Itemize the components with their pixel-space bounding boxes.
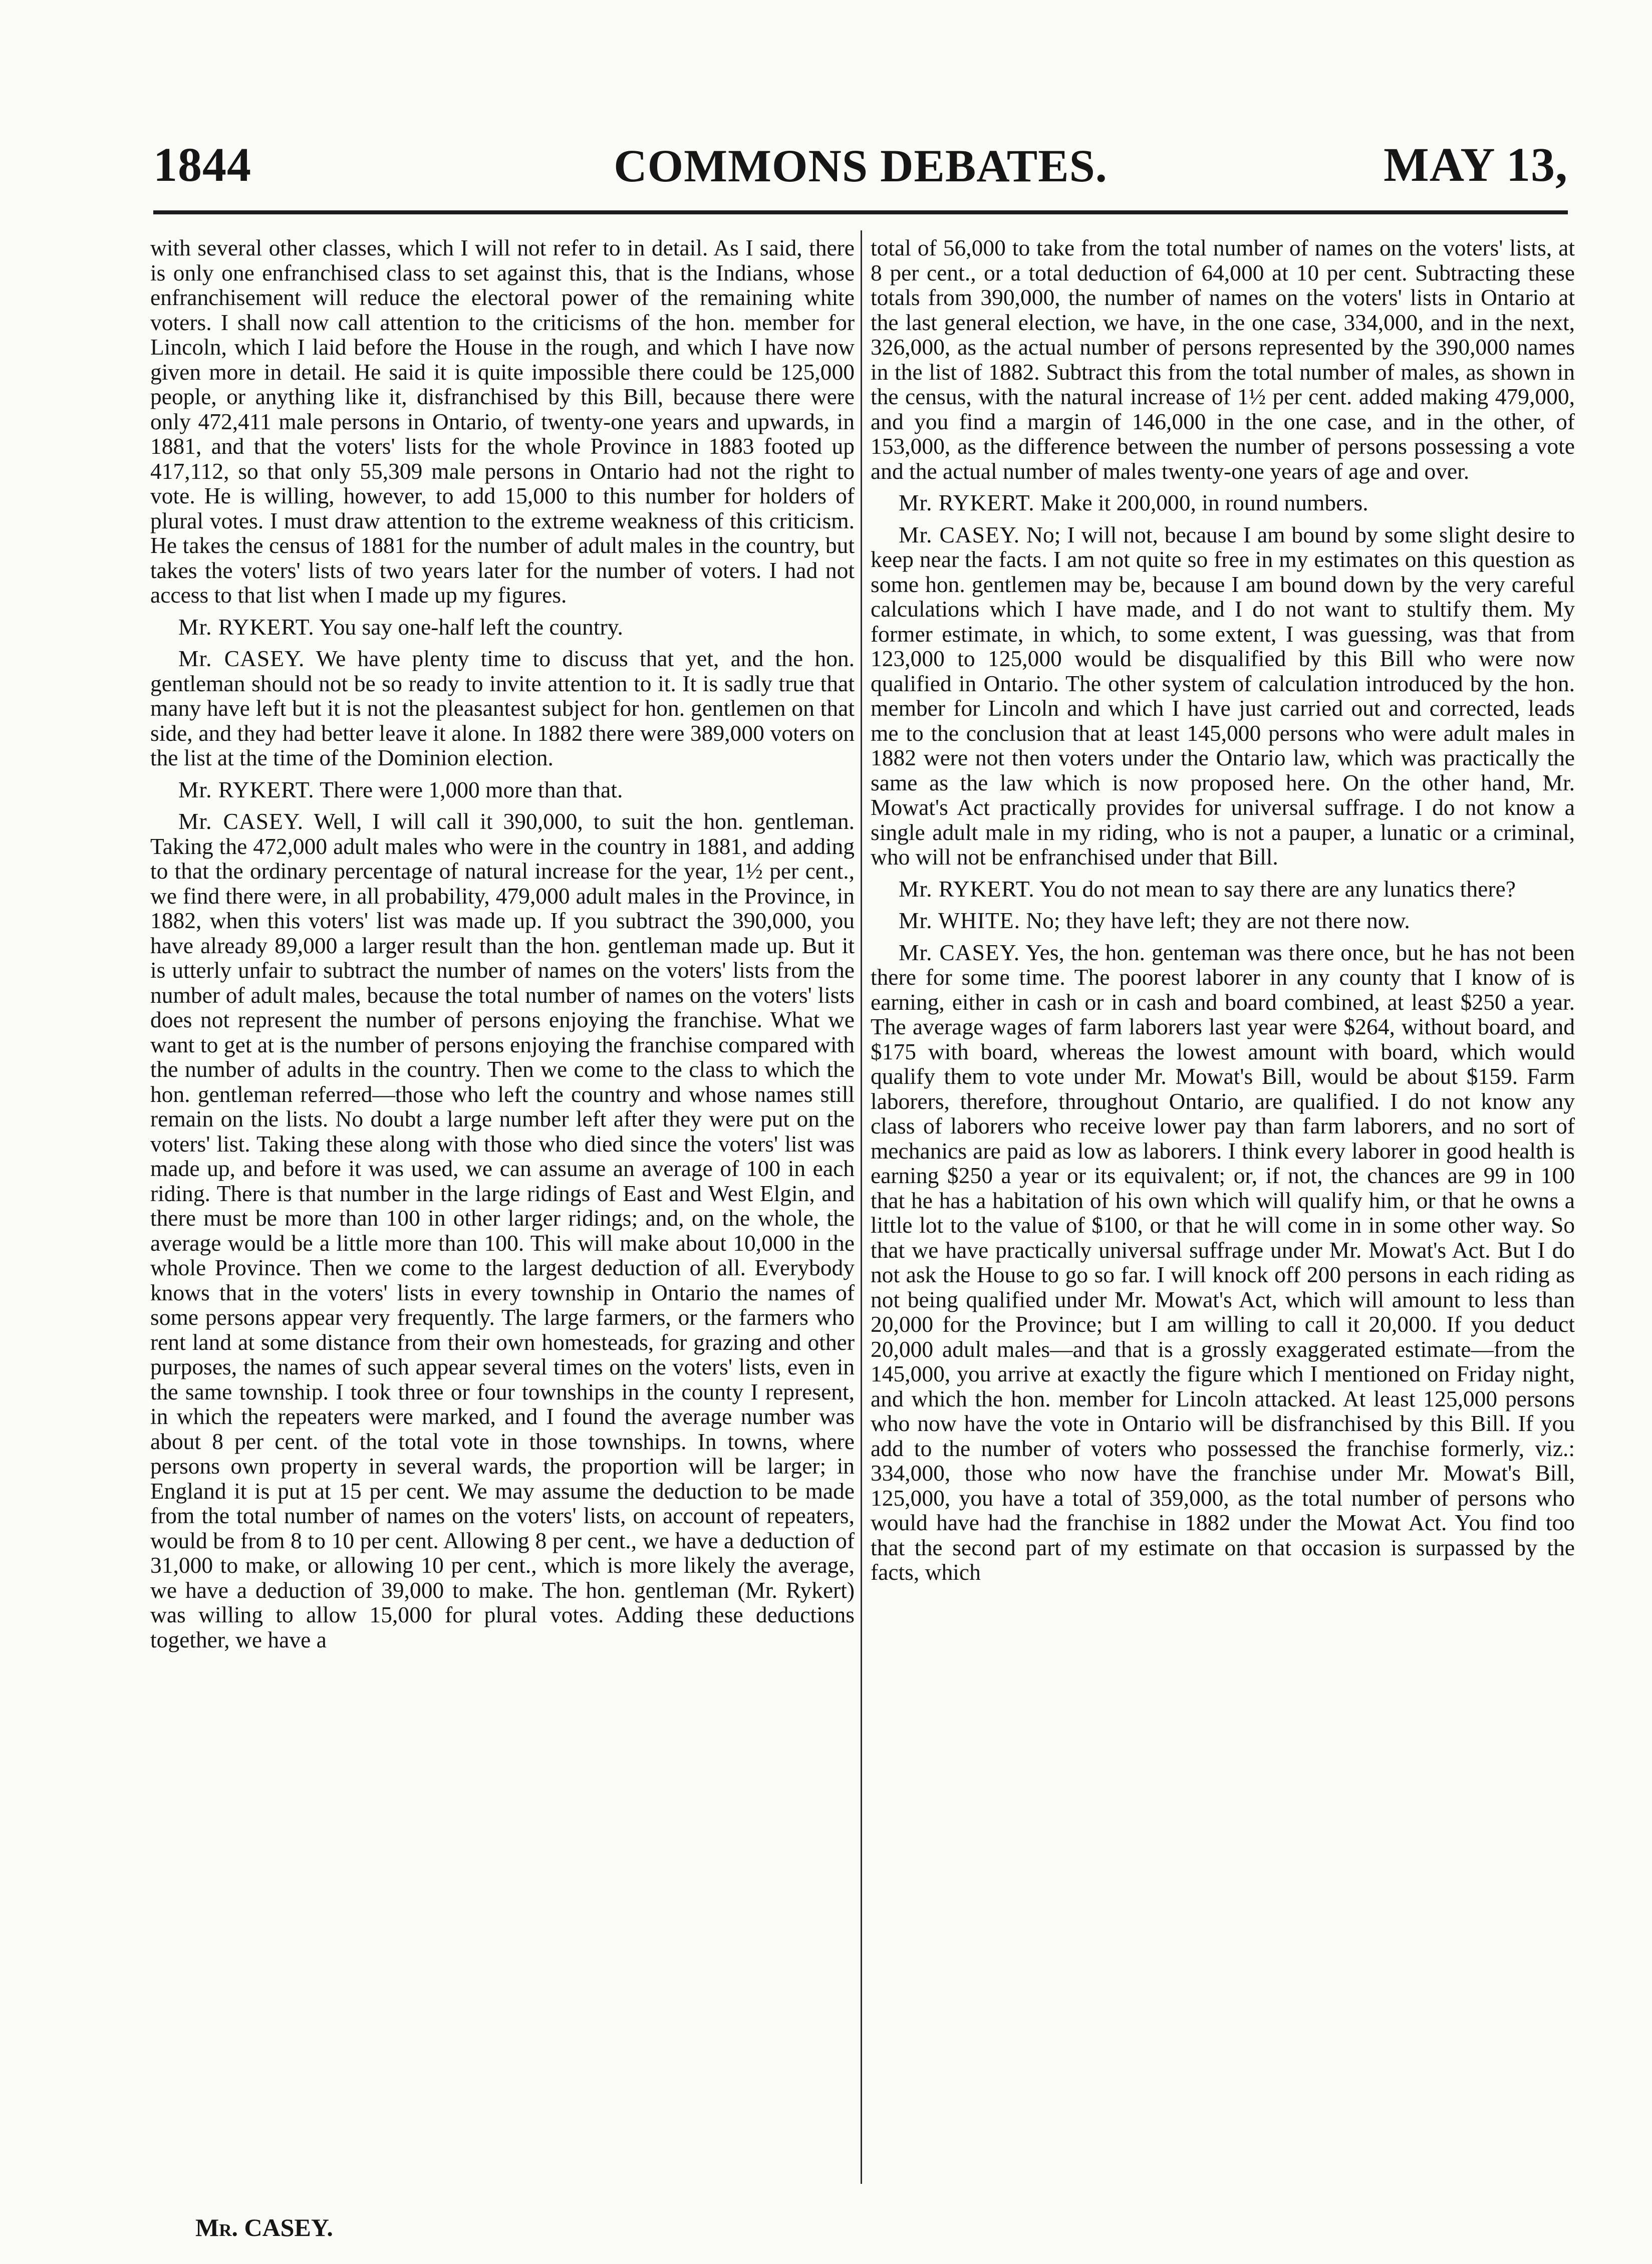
page-header: [153, 131, 1568, 206]
paragraph: [871, 235, 1575, 483]
speaker-name: Mr. CASEY.: [178, 646, 305, 671]
paragraph-text: Make it 200,000, in round numbers.: [1040, 490, 1368, 515]
paragraph: [871, 877, 1575, 902]
page-number: 1844: [153, 138, 251, 191]
paragraph-text: with several other classes, which I will not refer to in detail. As I said, there is only one enfranchised class to set against this, that is the Indians, whose enfranchisement will reduce the electoral power of the remaining white voters. I shall now call attention to the criticisms of the hon. member for Lincoln, which I laid before the House in the rough, and which I have now given more in detail. He said it is quite impossible there could be 125,000 people, or anything like it, disfranchised by this Bill, because there were only 472,411 male persons in Ontario, of twenty-one years and upwards, in 1881, and that the voters' lists for the whole Province in 1883 footed up 417,112, so that only 55,309 male persons in Ontario had not the right to vote. He is willing, however, to add 15,000 to this number for holders of plural votes. I must draw attention to the extreme weakness of this criticism. He takes the census of 1881 for the number of adult males in the country, but takes the voters' lists of two years later for the number of voters. I had not access to that list when I made up my figures.: [150, 235, 855, 608]
speaker-name: Mr. RYKERT.: [899, 490, 1035, 515]
paragraph: [150, 235, 855, 608]
paragraph: [150, 615, 855, 640]
paragraph-text: total of 56,000 to take from the total number of names on the voters' lists, at 8 per cent., or a total deduction of 64,000 at 10 per cent. Subtracting these totals from 390,000, the number of names on the voters' lists in Ontario at the last general election, we have, in the one case, 334,000, and in the next, 326,000, as the actual number of persons represented by the 390,000 names in the list of 1882. Subtract this from the total number of males, as shown in the census, with the natural increase of 1½ per cent. added making 479,000, and you find a margin of 146,000 in the one case, and in the other, of 153,000, as the difference between the number of persons possessing a vote and the actual number of males twenty-one years of age and over.: [871, 235, 1575, 484]
paragraph-text: There were 1,000 more than that.: [320, 776, 623, 802]
paragraph-text: Well, I will call it 390,000, to suit the hon. gentleman. Taking the 472,000 adult males who were in the country in 1881, and adding to that the ordinary percentage of natural increase for the year, 1½ per cent., we find there were, in all probability, 479,000 adult males in the Province, in 1882, when this voters' list was made up. If you subtract the 390,000, you have already 89,000 a larger result than the hon. gentleman made up. But it is utterly unfair to subtract the number of names on the voters' lists from the number of adult males, because the total number of names on the voters' lists does not represent the number of persons enjoying the franchise. What we want to get at is the number of persons enjoying the franchise compared with the number of adults in the country. Then we come to the class to which the hon. gentleman referred—those who left the country and whose names still remain on the lists. No doubt a large number left after they were put on the voters' list. Taking these along with those who died since the voters' list was made up, and before it was used, we can assume an average of 100 in each riding. There is that number in the large ridings of East and West Elgin, and there must be more than 100 in other larger ridings; and, on the whole, the average would be a little more than 100. This will make about 10,000 in the whole Province. Then we come to the largest deduction of all. Everybody knows that in the voters' lists in every township in Ontario the names of some persons appear very frequently. The large farmers, or the farmers who rent land at some distance from their own homesteads, for grazing and other purposes, the names of such appear several times on the voters' lists, even in the same township. I took three or four townships in the county I represent, in which the repeaters were marked, and I found the average number was about 8 per cent. of the total vote in those townships. In towns, where persons own property in several wards, the proportion will be larger; in England it is put at 15 per cent. We may assume the deduction to be made from the total number of names on the voters' lists, on account of repeaters, would be from 8 to 10 per cent. Allowing 8 per cent., we have a deduction of 31,000 to make, or allowing 10 per cent., which is more likely the average, we have a deduction of 39,000 to make. The hon. gentleman (Mr. Rykert) was willing to allow 15,000 for plural votes. Adding these deductions together, we have a: [150, 808, 855, 1652]
page-title: COMMONS DEBATES.: [614, 140, 1108, 191]
paragraph-text: No; they have left; they are not there now.: [1026, 908, 1410, 933]
speaker-name: Mr. WHITE.: [899, 908, 1020, 933]
paragraph: [871, 490, 1575, 515]
speaker-name: Mr. RYKERT.: [178, 614, 315, 640]
paragraph-text: You say one-half left the country.: [319, 614, 623, 640]
paragraph: [150, 809, 855, 1652]
header-rule: [153, 210, 1568, 214]
right-column: [871, 235, 1575, 2214]
speaker-name: Mr. CASEY.: [899, 521, 1020, 547]
column-divider: [861, 230, 862, 2184]
paragraph-text: Yes, the hon. genteman was there once, but he has not been there for some time. The poorest laborer in any county that I know of is earning, either in cash or in cash and board combined, at least $250 a year. The average wages of farm laborers last year were $264, without board, and $175 with board, whereas the lowest amount with board, which would qualify them to vote under Mr. Mowat's Bill, would be about $159. Farm laborers, therefore, throughout Ontario, are qualified. I do not know any class of laborers who receive lower pay than farm laborers, and no sort of mechanics are paid as low as laborers. I think every laborer in good health is earning $250 a year or its equivalent; or, if not, the chances are 99 in 100 that he has a habitation of his own which will qualify him, or that he owns a little lot to the value of $100, or that he will come in in some other way. So that we have practically universal suffrage under Mr. Mowat's Act. But I do not ask the House to go so far. I will knock off 200 persons in each riding as not being qualified under Mr. Mowat's Act, which will amount to less than 20,000 for the Province; but I am willing to call it 20,000. If you deduct 20,000 adult males—and that is a grossly exaggerated estimate—from the 145,000, you arrive at exactly the figure which I mentioned on Friday night, and which the hon. member for Lincoln attacked. At least 125,000 persons who now have the vote in Ontario will be disfranchised by this Bill. If you add to the number of voters who possessed the franchise formerly, viz.: 334,000, those who now have the franchise under Mr. Mowat's Bill, 125,000, you have a total of 359,000, as the total number of persons who would have had the franchise in 1882 under the Mowat Act. You find too that the second part of my estimate on that occasion is surpassed by the facts, which: [871, 939, 1575, 1585]
paragraph-text: No; I will not, because I am bound by some slight desire to keep near the facts. I am not quite so free in my estimates on this question as some hon. gentlemen may be, because I am bound down by the very careful calculations which I have made, and I do not want to stultify them. My former estimate, in which, to some extent, I was guessing, was that from 123,000 to 125,000 would be disqualified by this Bill who were now qualified in Ontario. The other system of calculation introduced by the hon. member for Lincoln and which I have just carried out and corrected, leads me to the conclusion that at least 145,000 persons who were adult males in 1882 were not then voters under the Ontario law, which was practically the same as the law which is now proposed here. On the other hand, Mr. Mowat's Act practically provides for universal suffrage. I do not know a single adult male in my riding, who is not a pauper, a lunatic or a criminal, who will not be enfranchised under that Bill.: [871, 521, 1575, 870]
left-column: [150, 235, 855, 2214]
speaker-name: Mr. CASEY.: [178, 808, 304, 834]
paragraph: [150, 777, 855, 802]
paragraph: [150, 646, 855, 770]
paragraph: [871, 940, 1575, 1585]
paragraph: [871, 522, 1575, 870]
footer-speaker: Mr. CASEY.: [195, 2213, 333, 2241]
paragraph-text: We have plenty time to discuss that yet, and the hon. gentleman should not be so ready to invite attention to it. It is sadly true that many have left but it is not the pleasantest subject for hon. gentlemen on that side, and they had better leave it alone. In 1882 there were 389,000 voters on the list at the time of the Dominion election.: [150, 646, 855, 770]
paragraph-text: You do not mean to say there are any lunatics there?: [1039, 876, 1516, 902]
speaker-name: Mr. CASEY.: [899, 939, 1020, 965]
paragraph: [871, 908, 1575, 933]
page-date: MAY 13,: [1384, 138, 1568, 191]
speaker-name: Mr. RYKERT.: [899, 876, 1035, 902]
speaker-name: Mr. RYKERT.: [178, 776, 315, 802]
